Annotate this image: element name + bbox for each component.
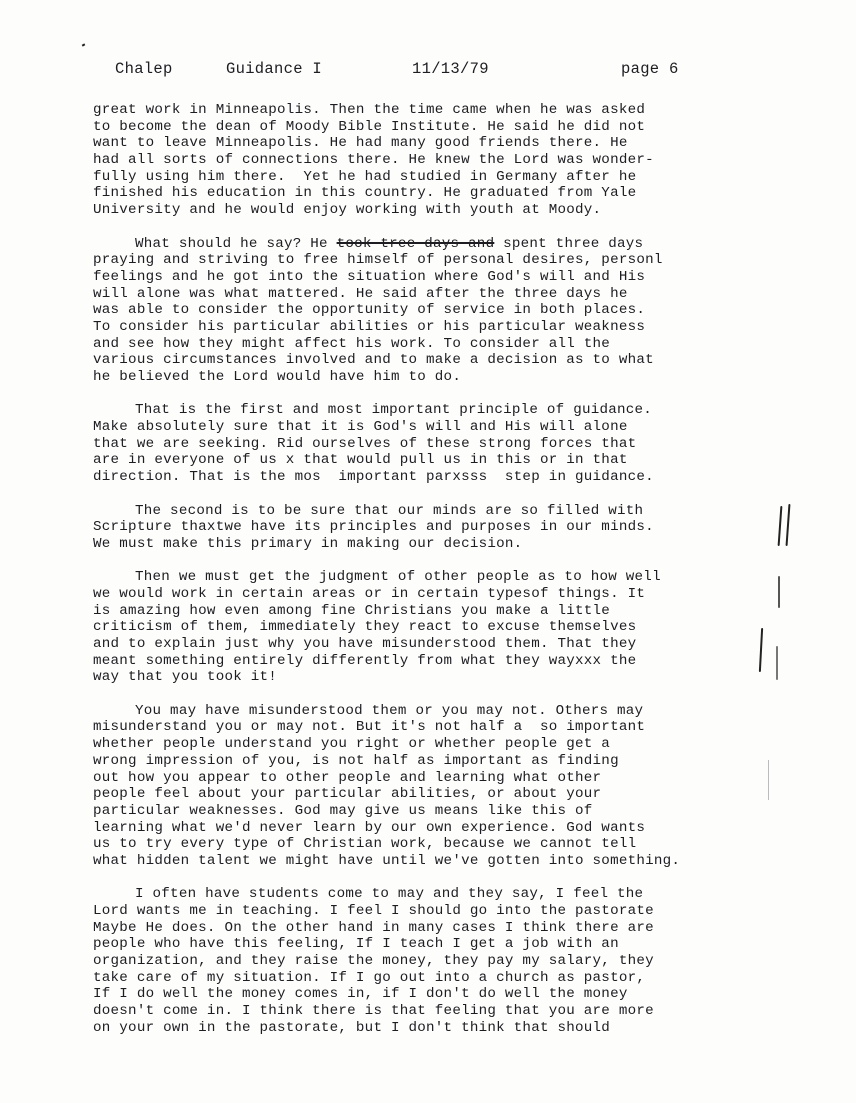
- text-line: That is the first and most important principle of guidance.: [135, 402, 653, 419]
- text-line: want to leave Minneapolis. He had many good friends there. He: [93, 135, 628, 152]
- margin-mark: [778, 576, 780, 608]
- paragraph: [93, 886, 793, 1036]
- text-line: Scripture thaxtwe have its principles and purposes in our minds.: [93, 519, 654, 536]
- stray-ink-mark: [82, 43, 86, 46]
- text-line: great work in Minneapolis. Then the time came when he was asked: [93, 102, 646, 118]
- text-line: what hidden talent we might have until we've gotten into something.: [93, 852, 681, 869]
- text-line: misunderstand you or may not. But it's not half a so important: [93, 719, 646, 736]
- text-line: and to explain just why you have misunderstood them. That they: [93, 636, 637, 652]
- text-line: direction. That is the mos important parxsss step in guidance.: [93, 469, 654, 486]
- text-segment: What should he say? He: [135, 235, 337, 252]
- struck-out-text: took tree days and: [336, 235, 495, 252]
- margin-mark: [768, 760, 769, 800]
- text-line: had all sorts of connections there. He knew the Lord was wonder-: [93, 152, 654, 169]
- text-line: on your own in the pastorate, but I don't think that should: [93, 1019, 611, 1036]
- margin-mark: [776, 646, 778, 680]
- header-title: Guidance I: [226, 60, 323, 78]
- text-line: To consider his particular abilities or his particular weakness: [93, 318, 646, 335]
- paragraph: [93, 102, 793, 219]
- text-line: [93, 236, 793, 253]
- text-line: Make absolutely sure that it is God's will and His will alone: [93, 419, 628, 436]
- paragraph: [93, 703, 793, 870]
- text-line: out how you appear to other people and learning what other: [93, 769, 602, 786]
- text-line: wrong impression of you, is not half as important as finding: [93, 752, 619, 769]
- text-line: are in everyone of us x that would pull us in this or in that: [93, 452, 628, 469]
- text-line: finished his education in this country. He graduated from Yale: [93, 185, 637, 202]
- text-line: we would work in certain areas or in certain typesof things. It: [93, 585, 646, 602]
- header-date: 11/13/79: [412, 60, 489, 78]
- text-line: will alone was what mattered. He said after the three days he: [93, 285, 628, 302]
- text-line: he believed the Lord would have him to do.: [93, 369, 462, 385]
- text-line: meant something entirely differently from what they wayxxx the: [93, 652, 637, 669]
- text-line: organization, and they raise the money, they pay my salary, they: [93, 953, 654, 970]
- text-line: people feel about your particular abilities, or about your: [93, 786, 602, 803]
- text-line: to become the dean of Moody Bible Institute. He said he did not: [93, 118, 646, 135]
- text-line: praying and striving to free himself of personal desires, personl: [93, 252, 663, 269]
- paragraph: [93, 402, 793, 485]
- text-line: us to try every type of Christian work, because we cannot tell: [93, 836, 637, 853]
- header-author: Chalep: [115, 60, 173, 78]
- text-line: is amazing how even among fine Christians you make a little: [93, 602, 611, 619]
- text-line: doesn't come in. I think there is that feeling that you are more: [93, 1003, 654, 1020]
- text-line: and see how they might affect his work. To consider all the: [93, 335, 611, 352]
- text-line: way that you took it!: [93, 669, 278, 686]
- text-line: take care of my situation. If I go out into a church as pastor,: [93, 969, 646, 986]
- text-line: people who have this feeling, If I teach I get a job with an: [93, 936, 619, 953]
- text-line: Lord wants me in teaching. I feel I should go into the pastorate: [93, 903, 654, 919]
- paragraph: [93, 569, 793, 686]
- text-line: that we are seeking. Rid ourselves of these strong forces that: [93, 435, 637, 452]
- text-line: We must make this primary in making our decision.: [93, 535, 523, 552]
- text-line: feelings and he got into the situation where God's will and His: [93, 268, 646, 285]
- paragraph: [93, 236, 793, 386]
- text-line: particular weaknesses. God may give us means like this of: [93, 802, 593, 819]
- text-line: fully using him there. Yet he had studied in Germany after he: [93, 168, 637, 185]
- text-line: The second is to be sure that our minds are so filled with: [135, 502, 644, 519]
- text-line: Maybe He does. On the other hand in many cases I think there are: [93, 919, 654, 936]
- paragraph: [93, 503, 793, 553]
- text-segment: spent three days: [494, 235, 644, 252]
- document-body: [93, 102, 793, 1053]
- text-line: University and he would enjoy working with youth at Moody.: [93, 202, 602, 219]
- text-line: was able to consider the opportunity of service in both places.: [93, 302, 646, 319]
- header-page-number: page 6: [621, 60, 679, 78]
- text-line: whether people understand you right or whether people get a: [93, 736, 611, 753]
- text-line: You may have misunderstood them or you may not. Others may: [135, 702, 644, 719]
- text-line: I often have students come to may and they say, I feel the: [135, 886, 644, 903]
- text-line: Then we must get the judgment of other people as to how well: [135, 569, 661, 586]
- text-line: learning what we'd never learn by our own experience. God wants: [93, 819, 646, 836]
- text-line: various circumstances involved and to make a decision as to what: [93, 352, 654, 369]
- text-line: If I do well the money comes in, if I don't do well the money: [93, 986, 628, 1003]
- text-line: criticism of them, immediately they react to excuse themselves: [93, 619, 637, 636]
- page-header: [115, 60, 765, 80]
